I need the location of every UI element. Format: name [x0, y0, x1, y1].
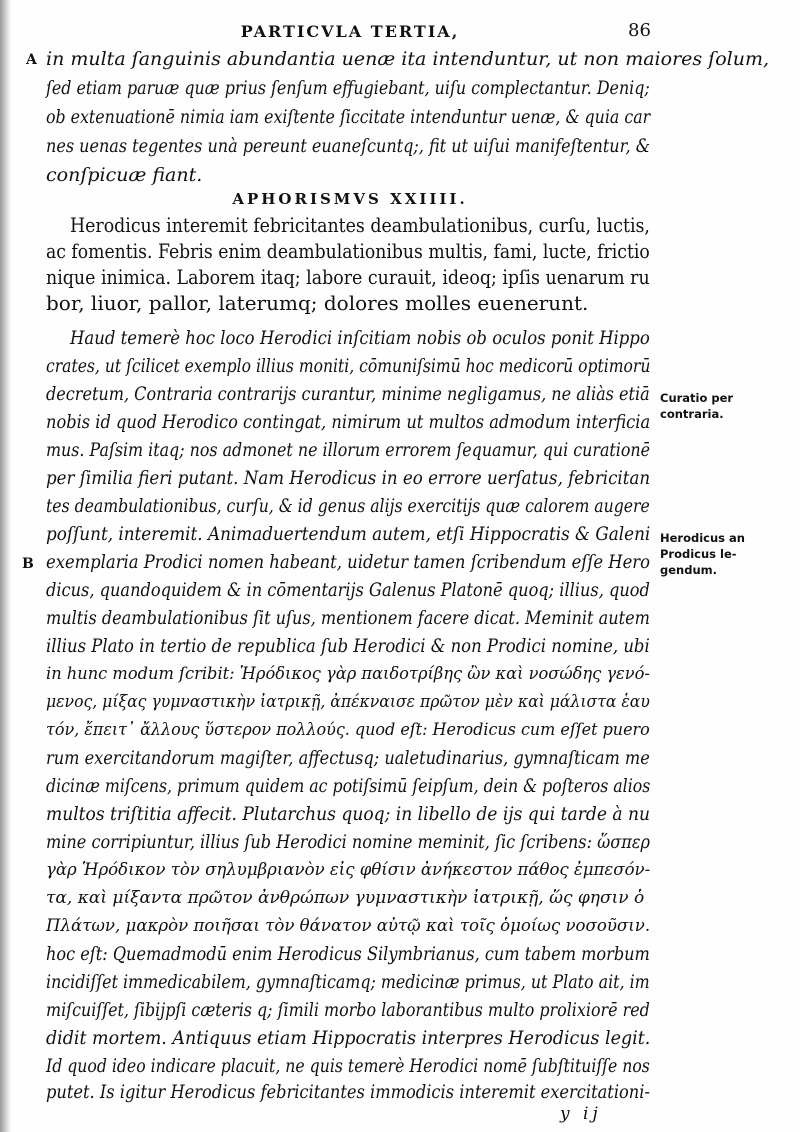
section-letter-b: B [22, 556, 34, 572]
marginal-note-line: Herodicus an [660, 531, 745, 545]
text-line: conſpicuæ fiant. [46, 164, 203, 186]
commentary-line: hoc eſt: Quemadmodū enim Herodicus Silymbrianus, cum tabem morbum [46, 944, 650, 965]
commentary-line: multis deambulationibus ſit uſus, mentionem facere dicat. Meminit autem [46, 608, 650, 629]
commentary-line: rum exercitandorum magiſter, affectusq; ualetudinarius, gymnaſticam me [46, 748, 650, 769]
marginal-note-curatio [660, 390, 733, 422]
signature-mark: y ij [560, 1104, 602, 1124]
commentary-line-greek: in hunc modum ſcribit: Ἡρόδικος γὰρ παιδοτρίβης ὢν καὶ νοσώδης γενό- [46, 664, 650, 684]
commentary-line: mus. Paſsim itaq; nos admonet ne illorum errorem ſequamur, qui curationē [46, 440, 651, 461]
aphorism-line: Herodicus interemit febricitantes deambulationibus, curſu, luctis, [70, 213, 650, 237]
commentary-line-greek: Πλάτων, μακρὸν ποιῆσαι τὸν θάνατον αὐτῷ καὶ τοῖς ὁμοίως νοσοῦσιν. [46, 916, 651, 936]
aphorism-line: ac fomentis. Febris enim deambulationibus multis, fami, lucte, frictio [46, 239, 650, 263]
aphorism-line: bor, liuor, pallor, laterumq; dolores molles euenerunt. [46, 291, 589, 315]
marginal-note-herodicus [660, 530, 745, 578]
page-gutter-shadow [0, 0, 12, 1132]
marginal-note-line: contraria. [660, 407, 724, 421]
text-line: in multa ſanguinis abundantia uenæ ita intenduntur, ut non maiores ſolum, [46, 48, 770, 70]
commentary-line: putet. Is igitur Herodicus febricitantes immodicis interemit exercitationi- [46, 1082, 650, 1103]
commentary-line: dicinæ miſcens, primum quidem ac potiſsimū ſeipſum, dein & poſteros alios [46, 776, 651, 797]
text-line: nes uenas tegentes unà pereunt euaneſcuntq;, fit ut uiſui manifeſtentur, & [46, 135, 651, 157]
text-line: ſed etiam paruæ quæ prius ſenſum effugiebant, uiſu complectantur. Deniq; [46, 77, 650, 99]
commentary-line-greek: μενος, μίξας γυμναστικὴν ἰατρικῇ, ἀπέκναισε πρῶτον μὲν καὶ μάλιστα ἑαυ [46, 692, 650, 712]
marginal-note-line: Prodicus le- [660, 547, 737, 561]
commentary-line: mine corripiuntur, illius ſub Herodici nomine meminit, ſic ſcribens: ὥσπερ [46, 832, 650, 853]
commentary-line-greek: τόν, ἔπειτ᾽ ἄλλους ὕστερον πολλούς. quod eſt: Herodicus cum eſſet puero [46, 720, 650, 740]
commentary-line: illius Plato in tertio de republica ſub Herodici & non Prodici nomine, ubi [46, 636, 650, 657]
commentary-line: crates, ut ſcilicet exemplo illius moniti, cōmuniſsimū hoc medicorū optimorū [46, 356, 651, 377]
commentary-line: decretum, Contraria contrarijs curantur, minime negligamus, ne aliàs etiā [46, 384, 650, 405]
commentary-line: incidiſſet immedicabilem, gymnaſticamq; medicinæ primus, ut Plato ait, im [46, 972, 650, 993]
text-line: ob extenuationē nimia iam exiſtente ſiccitate intenduntur uenæ, & quia car [46, 106, 651, 128]
commentary-line: miſcuiſſet, ſibijpſi cæteris q; ſimili morbo laborantibus multo prolixiorē red [46, 1000, 650, 1021]
commentary-line: Id quod ideo indicare placuit, ne quis temerè Herodici nomē ſubſtituiſſe nos [46, 1056, 650, 1077]
section-letter-a: A [26, 52, 37, 68]
aphorism-line: nique inimica. Laborem itaq; labore curauit, ideoq; ipſis uenarum ru [46, 265, 650, 289]
commentary-line: multos triſtitia affecit. Plutarchus quoq; in libello de ijs qui tarde à nu [46, 804, 651, 825]
aphorism-heading: APHORISMVS XXIIII. [232, 190, 468, 208]
marginal-note-line: gendum. [660, 563, 717, 577]
page-number: 86 [628, 20, 651, 41]
commentary-line: nobis id quod Herodico contingat, nimirum ut multos admodum interficia [46, 412, 651, 433]
commentary-line: Haud temerè hoc loco Herodici inſcitiam nobis ob oculos ponit Hippo [70, 328, 650, 349]
commentary-line: exemplaria Prodici nomen habeant, uidetur tamen ſcribendum eſſe Hero [46, 552, 651, 573]
running-head: PARTICVLA TERTIA, [240, 22, 460, 41]
commentary-line: didit mortem. Antiquus etiam Hippocratis interpres Herodicus legit. [46, 1028, 651, 1049]
commentary-line: tes deambulationibus, curſu, & id genus alijs exercitijs quæ calorem augere [46, 496, 650, 517]
commentary-line-greek: τα, καὶ μίξαντα πρῶτον ἀνθρώπων γυμναστικὴν ἰατρικῇ, ὥς φησιν ὁ [46, 888, 645, 908]
commentary-line: poſſunt, interemit. Animaduertendum autem, etſi Hippocratis & Galeni [46, 524, 651, 545]
commentary-line-greek: γὰρ Ἡρόδικον τὸν σηλυμβριανὸν εἰς φθίσιν ἀνήκεστον πάθος ἐμπεσόν- [46, 860, 651, 880]
marginal-note-line: Curatio per [660, 391, 734, 405]
commentary-line: dicus, quandoquidem & in cōmentarijs Galenus Platonē quoq; illius, quod [46, 580, 650, 601]
commentary-line: per ſimilia fieri putant. Nam Herodicus in eo errore uerſatus, febricitan [46, 468, 651, 489]
